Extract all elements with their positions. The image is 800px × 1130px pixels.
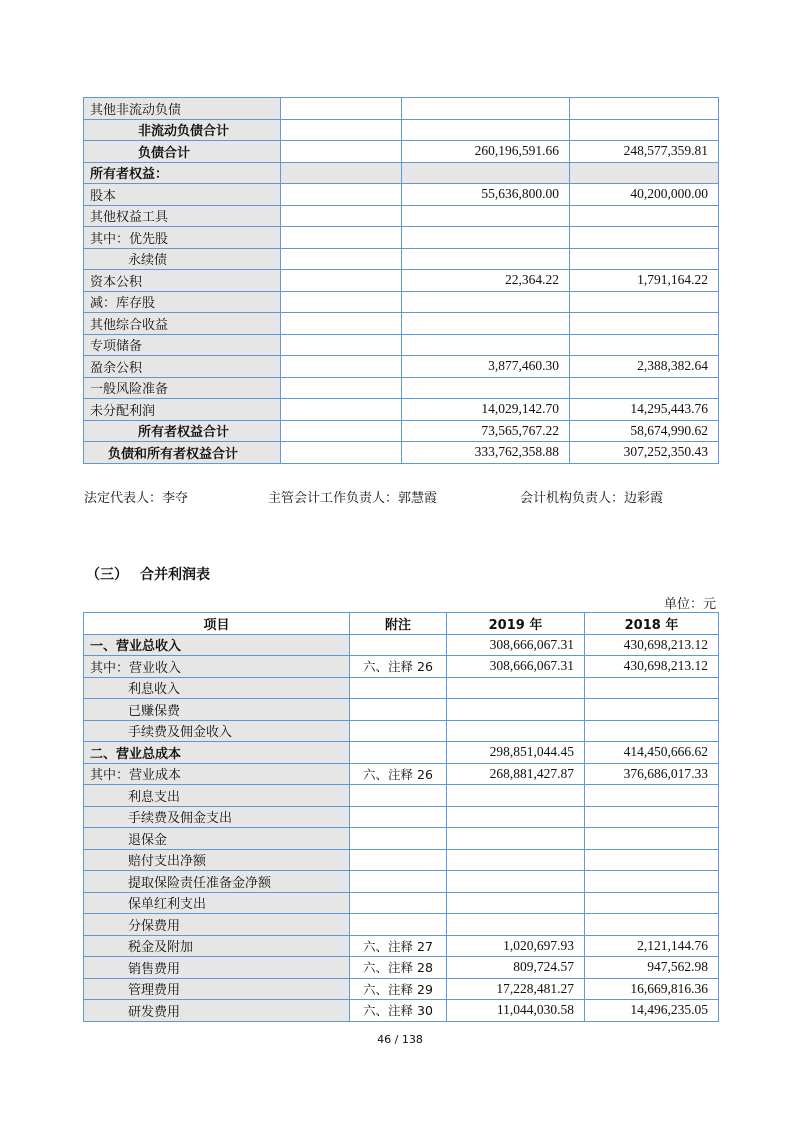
note-cell	[350, 742, 447, 764]
row-label: 其他综合收益	[84, 313, 281, 335]
table-row	[84, 935, 719, 957]
note-cell	[281, 270, 402, 292]
row-label: 利息支出	[84, 785, 350, 807]
current-value	[402, 162, 570, 184]
row-label: 提取保险责任准备金净额	[84, 871, 350, 893]
table-row	[84, 742, 719, 764]
note-cell	[281, 205, 402, 227]
table-row	[84, 184, 719, 206]
current-value	[402, 334, 570, 356]
balance-sheet-table	[83, 97, 719, 464]
note-cell: 六、注释 27	[350, 935, 447, 957]
row-label: 所有者权益合计	[84, 420, 281, 442]
value-2018	[585, 871, 719, 893]
section-number: （三）	[86, 567, 128, 583]
value-2018	[585, 892, 719, 914]
table-row	[84, 98, 719, 120]
current-value	[402, 227, 570, 249]
current-value: 22,364.22	[402, 270, 570, 292]
prior-value: 58,674,990.62	[570, 420, 719, 442]
value-2018: 2,121,144.76	[585, 935, 719, 957]
row-label: 专项储备	[84, 334, 281, 356]
prior-value	[570, 205, 719, 227]
table-row	[84, 763, 719, 785]
note-cell	[350, 785, 447, 807]
value-2019	[447, 828, 585, 850]
table-row	[84, 141, 719, 163]
row-label: 负债合计	[84, 141, 281, 163]
table-row	[84, 377, 719, 399]
value-2018: 14,496,235.05	[585, 1000, 719, 1022]
row-label: 负债和所有者权益合计	[84, 442, 281, 464]
row-label: 手续费及佣金支出	[84, 806, 350, 828]
current-value	[402, 205, 570, 227]
value-2019: 268,881,427.87	[447, 763, 585, 785]
current-value: 14,029,142.70	[402, 399, 570, 421]
table-row	[84, 291, 719, 313]
value-2019	[447, 699, 585, 721]
value-2019	[447, 720, 585, 742]
row-label: 非流动负债合计	[84, 119, 281, 141]
value-2019: 17,228,481.27	[447, 978, 585, 1000]
prior-value: 14,295,443.76	[570, 399, 719, 421]
table-row	[84, 871, 719, 893]
table-row	[84, 677, 719, 699]
income-statement-table	[83, 612, 719, 1022]
row-label: 其中：营业成本	[84, 763, 350, 785]
prior-value	[570, 162, 719, 184]
table-row	[84, 634, 719, 656]
table-row	[84, 334, 719, 356]
table-row	[84, 162, 719, 184]
value-2019: 308,666,067.31	[447, 634, 585, 656]
table-row	[84, 978, 719, 1000]
prior-value: 2,388,382.64	[570, 356, 719, 378]
row-label: 研发费用	[84, 1000, 350, 1022]
note-cell	[281, 98, 402, 120]
note-cell	[281, 184, 402, 206]
row-label: 分保费用	[84, 914, 350, 936]
value-2018	[585, 720, 719, 742]
value-2018: 376,686,017.33	[585, 763, 719, 785]
page-number: 46 / 138	[377, 1033, 423, 1046]
value-2018: 947,562.98	[585, 957, 719, 979]
value-2018	[585, 699, 719, 721]
row-label: 手续费及佣金收入	[84, 720, 350, 742]
header-2019: 2019 年	[447, 613, 585, 635]
note-cell	[281, 356, 402, 378]
row-label: 所有者权益：	[84, 162, 281, 184]
value-2019	[447, 806, 585, 828]
note-cell	[281, 420, 402, 442]
table-header-row	[84, 613, 719, 635]
row-label: 已赚保费	[84, 699, 350, 721]
prior-value	[570, 119, 719, 141]
current-value: 55,636,800.00	[402, 184, 570, 206]
note-cell	[350, 892, 447, 914]
row-label: 退保金	[84, 828, 350, 850]
value-2018	[585, 806, 719, 828]
prior-value	[570, 313, 719, 335]
table-row	[84, 313, 719, 335]
current-value	[402, 98, 570, 120]
note-cell	[350, 634, 447, 656]
table-row	[84, 248, 719, 270]
table-row	[84, 442, 719, 464]
current-value: 73,565,767.22	[402, 420, 570, 442]
current-value: 333,762,358.88	[402, 442, 570, 464]
row-label: 其中：优先股	[84, 227, 281, 249]
header-note: 附注	[350, 613, 447, 635]
note-cell: 六、注释 29	[350, 978, 447, 1000]
note-cell	[350, 720, 447, 742]
row-label: 管理费用	[84, 978, 350, 1000]
table-row	[84, 892, 719, 914]
value-2019: 809,724.57	[447, 957, 585, 979]
value-2019	[447, 914, 585, 936]
value-2018: 430,698,213.12	[585, 634, 719, 656]
note-cell	[350, 828, 447, 850]
note-cell	[281, 377, 402, 399]
table-row	[84, 828, 719, 850]
row-label: 销售费用	[84, 957, 350, 979]
value-2019: 1,020,697.93	[447, 935, 585, 957]
value-2019	[447, 785, 585, 807]
note-cell: 六、注释 26	[350, 656, 447, 678]
value-2018: 430,698,213.12	[585, 656, 719, 678]
header-2018: 2018 年	[585, 613, 719, 635]
prior-value	[570, 291, 719, 313]
table-row	[84, 399, 719, 421]
row-label: 盈余公积	[84, 356, 281, 378]
prior-value	[570, 98, 719, 120]
table-row	[84, 849, 719, 871]
note-cell	[350, 871, 447, 893]
row-label: 其中：营业收入	[84, 656, 350, 678]
value-2019: 11,044,030.58	[447, 1000, 585, 1022]
row-label: 永续债	[84, 248, 281, 270]
prior-value	[570, 248, 719, 270]
table-row	[84, 1000, 719, 1022]
row-label: 其他权益工具	[84, 205, 281, 227]
note-cell: 六、注释 28	[350, 957, 447, 979]
row-label: 保单红利支出	[84, 892, 350, 914]
row-label: 未分配利润	[84, 399, 281, 421]
table-row	[84, 806, 719, 828]
note-cell	[281, 248, 402, 270]
row-label: 资本公积	[84, 270, 281, 292]
value-2019: 298,851,044.45	[447, 742, 585, 764]
note-cell	[281, 141, 402, 163]
current-value	[402, 377, 570, 399]
row-label: 一般风险准备	[84, 377, 281, 399]
prior-value	[570, 334, 719, 356]
note-cell	[281, 162, 402, 184]
prior-value	[570, 227, 719, 249]
table-row	[84, 227, 719, 249]
prior-value: 40,200,000.00	[570, 184, 719, 206]
prior-value: 1,791,164.22	[570, 270, 719, 292]
table-row	[84, 270, 719, 292]
value-2018	[585, 914, 719, 936]
table-row	[84, 914, 719, 936]
section-title: 合并利润表	[140, 567, 210, 583]
current-value	[402, 291, 570, 313]
legal-representative: 法定代表人：李夺	[84, 491, 189, 506]
prior-value	[570, 377, 719, 399]
accounting-dept-head: 会计机构负责人：边彩霞	[520, 491, 664, 506]
note-cell	[350, 914, 447, 936]
note-cell: 六、注释 26	[350, 763, 447, 785]
note-cell	[281, 119, 402, 141]
row-label: 税金及附加	[84, 935, 350, 957]
row-label: 一、营业总收入	[84, 634, 350, 656]
table-row	[84, 119, 719, 141]
value-2018	[585, 849, 719, 871]
table-row	[84, 656, 719, 678]
table-row	[84, 785, 719, 807]
table-row	[84, 699, 719, 721]
table-row	[84, 957, 719, 979]
row-label: 赔付支出净额	[84, 849, 350, 871]
value-2019	[447, 892, 585, 914]
header-item: 项目	[84, 613, 350, 635]
row-label: 二、营业总成本	[84, 742, 350, 764]
value-2019	[447, 849, 585, 871]
unit-label: 单位：元	[663, 597, 716, 612]
value-2018	[585, 785, 719, 807]
table-row	[84, 356, 719, 378]
value-2019: 308,666,067.31	[447, 656, 585, 678]
row-label: 其他非流动负债	[84, 98, 281, 120]
current-value	[402, 119, 570, 141]
note-cell	[281, 313, 402, 335]
value-2018: 16,669,816.36	[585, 978, 719, 1000]
row-label: 利息收入	[84, 677, 350, 699]
note-cell	[350, 699, 447, 721]
note-cell	[350, 806, 447, 828]
value-2019	[447, 677, 585, 699]
value-2018	[585, 677, 719, 699]
note-cell: 六、注释 30	[350, 1000, 447, 1022]
value-2019	[447, 871, 585, 893]
prior-value: 307,252,350.43	[570, 442, 719, 464]
row-label: 股本	[84, 184, 281, 206]
current-value: 260,196,591.66	[402, 141, 570, 163]
note-cell	[281, 399, 402, 421]
note-cell	[281, 227, 402, 249]
prior-value: 248,577,359.81	[570, 141, 719, 163]
table-row	[84, 205, 719, 227]
table-row	[84, 420, 719, 442]
value-2018	[585, 828, 719, 850]
note-cell	[350, 677, 447, 699]
note-cell	[281, 334, 402, 356]
note-cell	[281, 442, 402, 464]
current-value: 3,877,460.30	[402, 356, 570, 378]
row-label: 减：库存股	[84, 291, 281, 313]
current-value	[402, 313, 570, 335]
value-2018: 414,450,666.62	[585, 742, 719, 764]
note-cell	[350, 849, 447, 871]
accounting-head: 主管会计工作负责人：郭慧霞	[268, 491, 438, 506]
table-row	[84, 720, 719, 742]
current-value	[402, 248, 570, 270]
note-cell	[281, 291, 402, 313]
